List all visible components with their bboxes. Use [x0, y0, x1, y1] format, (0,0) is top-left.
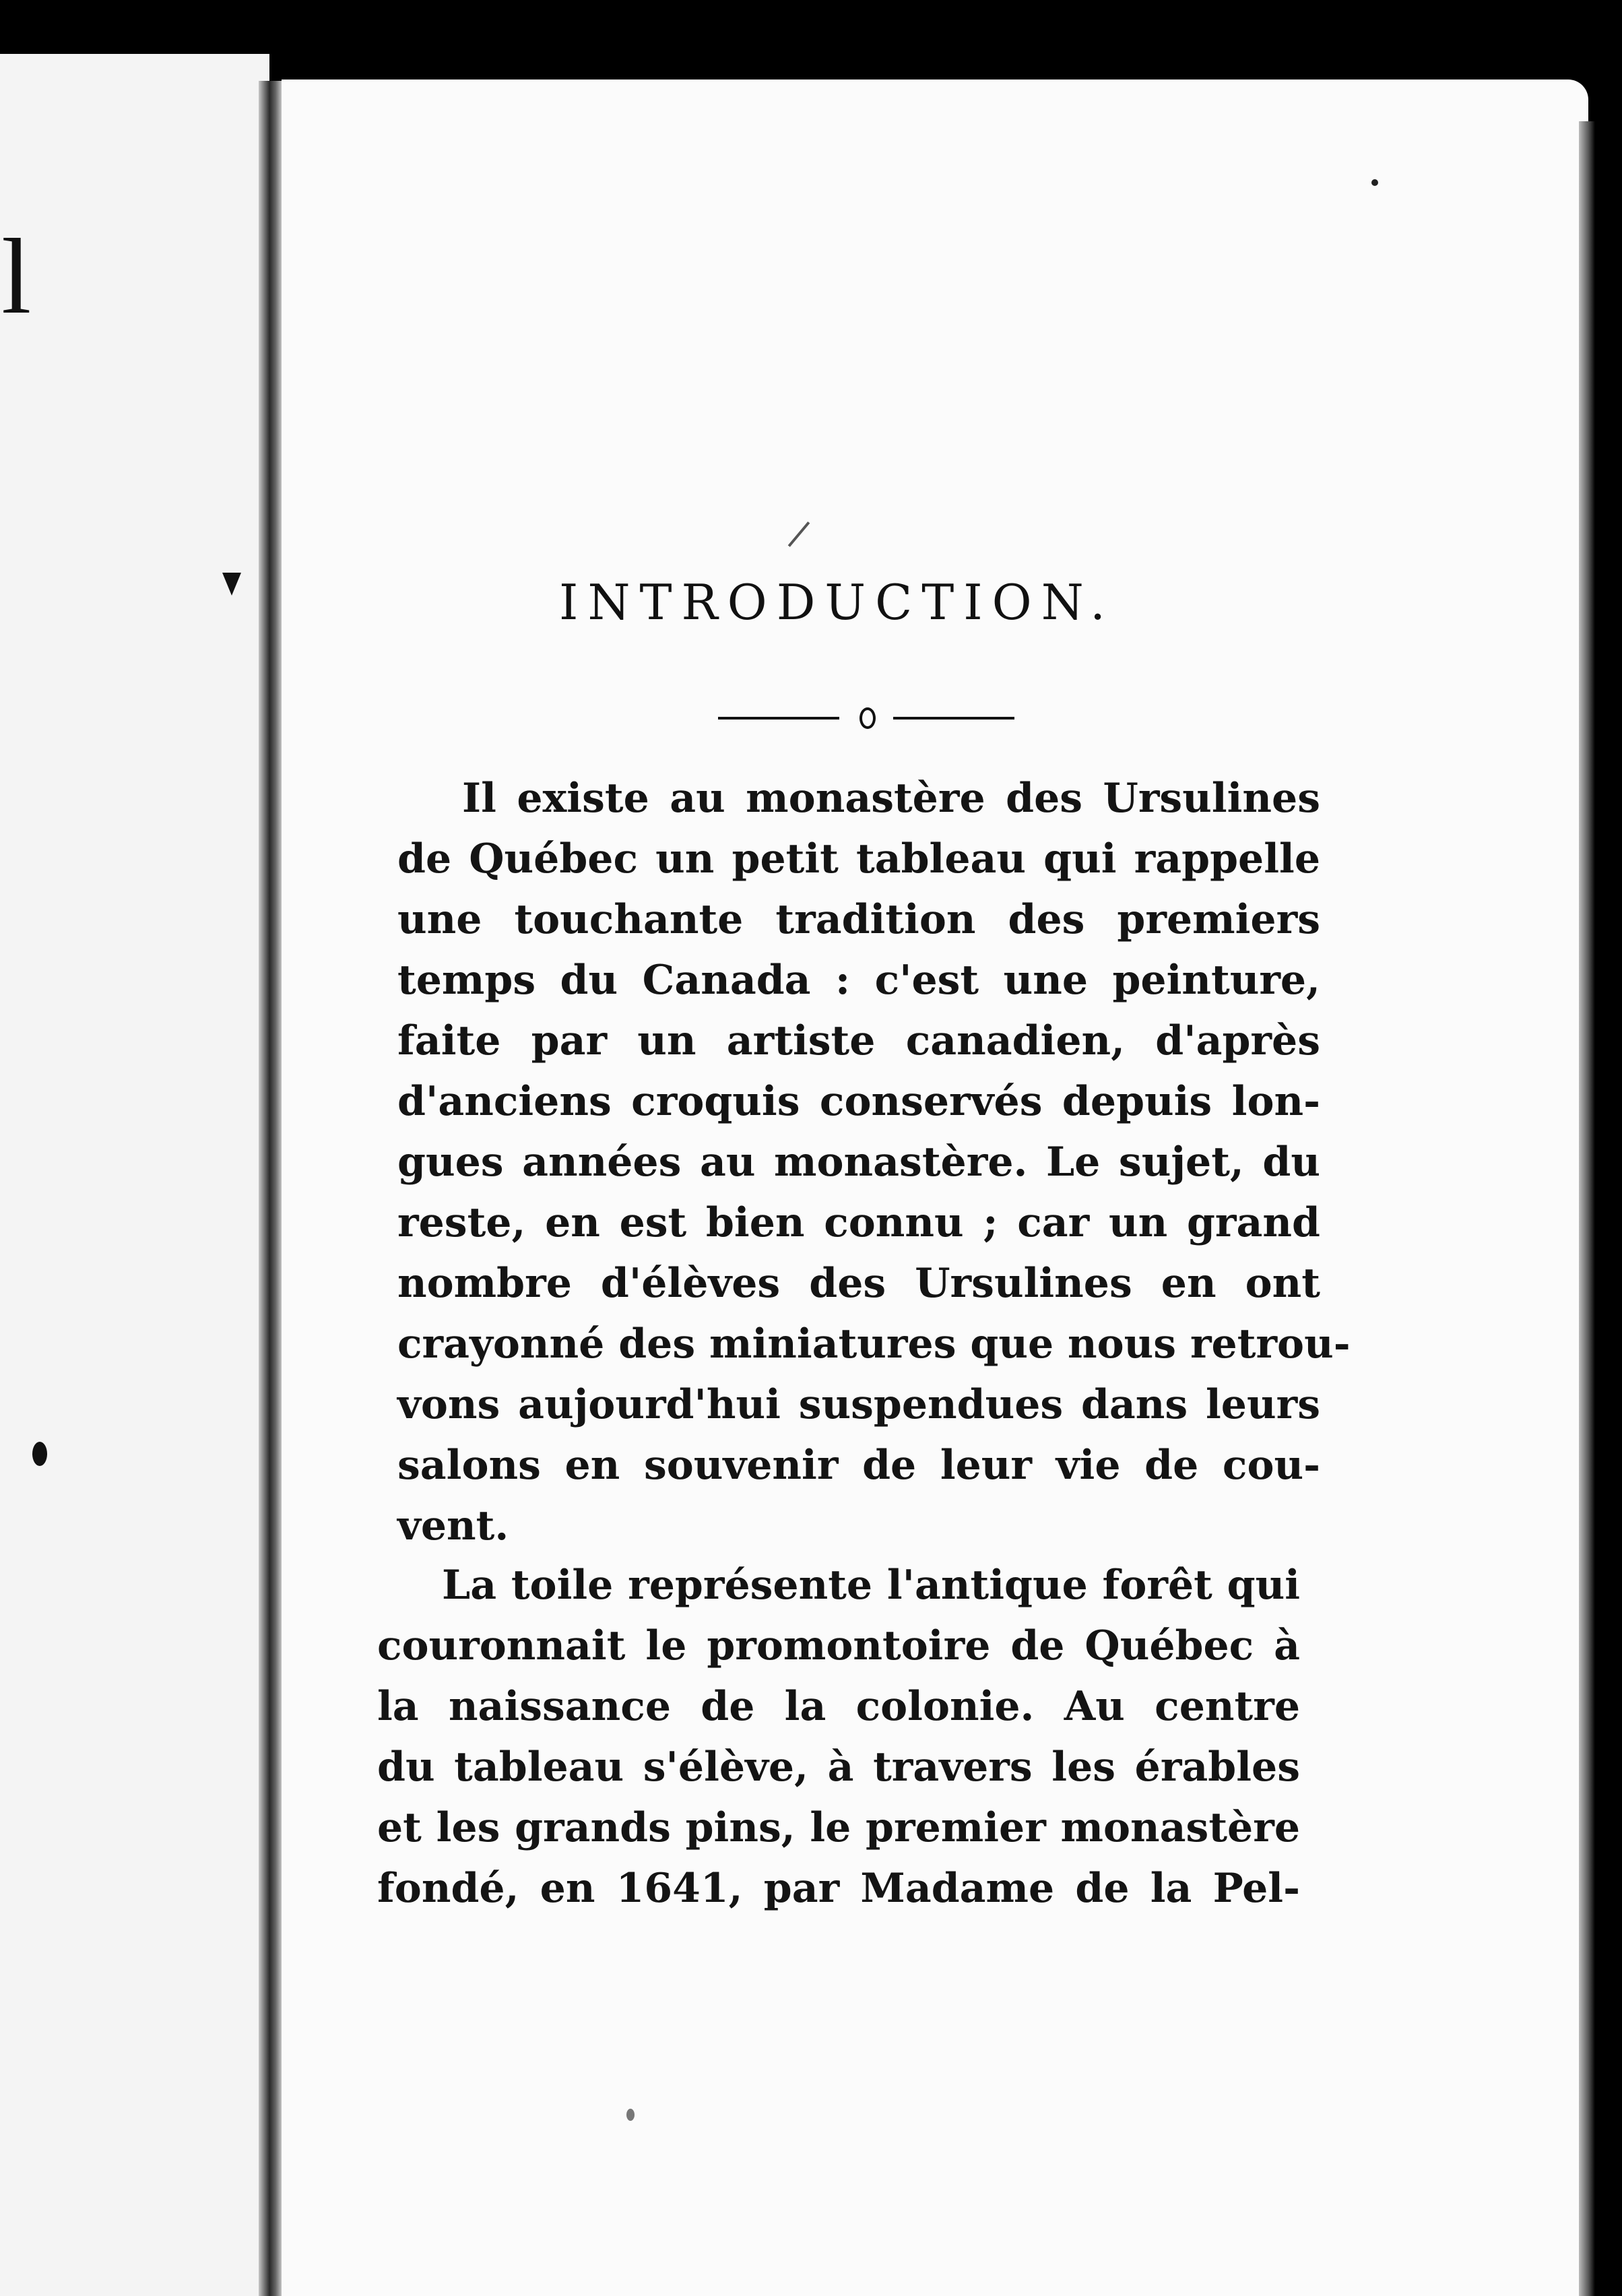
divider-circle-ornament [859, 707, 876, 729]
text-line: nombre d'élèves des Ursulines en ont [397, 1260, 1320, 1307]
text-line: et les grands pins, le premier monastère [377, 1804, 1300, 1851]
text-line: vent. [397, 1502, 509, 1550]
text-line: Il existe au monastère des Ursulines [462, 775, 1320, 822]
divider-line-right [893, 717, 1014, 720]
binding-notch-mark [222, 573, 241, 596]
paragraph-2 [377, 1555, 1300, 1919]
text-line: La toile représente l'antique forêt qui [442, 1562, 1300, 1609]
text-line: reste, en est bien connu ; car un grand [397, 1199, 1320, 1246]
text-line: temps du Canada : c'est une peinture, [397, 957, 1320, 1004]
text-line: gues années au monastère. Le sujet, du [397, 1139, 1320, 1186]
text-line: vons aujourd'hui suspendues dans leurs [397, 1381, 1320, 1428]
speck-mark [1371, 179, 1378, 186]
page-edge-shadow [1579, 121, 1595, 2296]
text-line: salons en souvenir de leur vie de cou- [397, 1442, 1320, 1489]
chapter-heading: INTRODUCTION. [559, 574, 1115, 631]
text-line: d'anciens croquis conservés depuis lon- [397, 1078, 1320, 1125]
divider-line-left [718, 717, 839, 720]
text-line: du tableau s'élève, à travers les érables [377, 1744, 1300, 1791]
speck-mark-bottom [626, 2109, 635, 2121]
paragraph-1 [397, 768, 1351, 1556]
left-page-cut-glyph: l [1, 216, 32, 336]
left-page-fragment [0, 54, 269, 2296]
ink-blot-mark [32, 1442, 47, 1466]
heading-ornament-divider [718, 705, 1014, 732]
text-line: couronnait le promontoire de Québec à [377, 1622, 1300, 1669]
text-line: faite par un artiste canadien, d'après [397, 1017, 1320, 1064]
text-line: une touchante tradition des premiers [397, 896, 1320, 943]
book-gutter [259, 81, 283, 2296]
text-line: de Québec un petit tableau qui rappelle [397, 835, 1320, 883]
text-line: fondé, en 1641, par Madame de la Pel- [377, 1865, 1300, 1912]
text-line: crayonné des miniatures que nous retrou- [397, 1320, 1351, 1368]
text-line: la naissance de la colonie. Au centre [377, 1683, 1300, 1730]
